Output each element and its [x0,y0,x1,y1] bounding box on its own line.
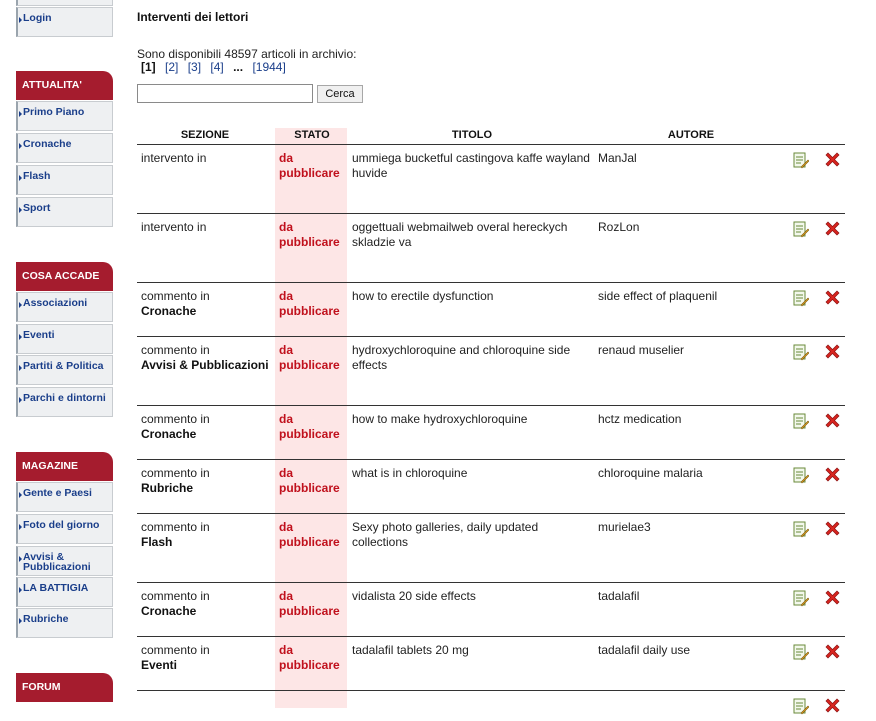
sidebar-item-label: Foto del giorno [23,519,100,531]
sezione-type: commento in [141,289,210,303]
stato-cell [279,151,349,181]
arrow-right-icon [19,492,22,498]
stato-line-1: da [279,343,294,357]
sidebar-item-label: Flash [23,170,51,182]
arrow-right-icon [19,302,22,308]
stato-cell [279,520,349,550]
edit-icon[interactable] [792,152,809,169]
sezione-cell [141,520,275,550]
edit-icon[interactable] [792,344,809,361]
titolo-cell[interactable]: tadalafil tablets 20 mg [352,643,469,657]
stato-line-2: pubblicare [279,535,340,549]
sidebar-item-label: Avvisi & Pubblicazioni [23,551,91,573]
delete-icon[interactable] [824,412,841,429]
titolo-cell[interactable]: ummiega bucketful castingova kaffe wayland huvide [352,151,590,180]
sidebar-item-flash[interactable] [16,165,113,195]
titolo-cell[interactable]: how to make hydroxychloroquine [352,412,528,426]
delete-icon[interactable] [824,220,841,237]
arrow-right-icon [19,587,22,593]
delete-icon[interactable] [824,466,841,483]
header-titolo: TITOLO [451,129,493,141]
autore-cell: side effect of plaquenil [598,289,718,303]
stato-cell [279,643,349,673]
stato-cell [279,289,349,319]
stato-line-1: da [279,589,294,603]
table-row [137,583,845,637]
search-button[interactable]: Cerca [317,85,363,103]
stato-line-1: da [279,466,294,480]
delete-icon[interactable] [824,589,841,606]
sidebar-item-avvisi-pubblicazioni[interactable] [16,546,113,576]
stato-line-2: pubblicare [279,235,340,249]
table-row [137,460,845,514]
delete-icon[interactable] [824,343,841,360]
stato-cell [279,589,349,619]
sidebar-item-associazioni[interactable] [16,292,113,322]
stato-line-2: pubblicare [279,304,340,318]
titolo-cell[interactable]: Sexy photo galleries, daily updated collections [352,520,539,549]
sidebar-item-login[interactable] [16,7,113,37]
sidebar-item-rubriche[interactable] [16,608,113,638]
sidebar-item-label: LA BATTIGIA [23,582,89,594]
delete-icon[interactable] [824,151,841,168]
sidebar-section-magazine: MAGAZINE [16,452,113,481]
delete-icon[interactable] [824,520,841,537]
sezione-cell [141,697,275,712]
sezione-type: commento in [141,643,210,657]
edit-icon[interactable] [792,290,809,307]
sidebar-item-la-battigia[interactable] [16,577,113,607]
archive-count: Sono disponibili 48597 articoli in archivio: [137,47,357,61]
table-row [137,145,845,214]
sidebar-item-primo-piano[interactable] [16,101,113,131]
sezione-type: intervento in [141,220,207,234]
stato-cell [279,697,349,712]
sidebar-item-gente-paesi[interactable] [16,482,113,512]
sidebar-item-top-partial[interactable] [16,0,113,6]
stato-line-2: pubblicare [279,358,340,372]
stato-cell [279,466,349,496]
table-row [137,514,845,583]
stato-cell [279,220,349,250]
sezione-cell [141,220,275,235]
header-stato: STATO [294,129,330,141]
stato-line-1: da [279,151,294,165]
edit-icon[interactable] [792,413,809,430]
sidebar-item-label: Rubriche [23,613,69,625]
sidebar-item-label: Login [23,12,52,24]
edit-icon[interactable] [792,467,809,484]
autore-cell: ManJal [598,151,637,165]
stato-line-1: da [279,412,294,426]
sezione-name[interactable]: Cronache [141,604,197,618]
edit-icon[interactable] [792,590,809,607]
sidebar-item-cronache[interactable] [16,133,113,163]
sidebar-item-sport[interactable] [16,197,113,227]
arrow-right-icon [19,524,22,530]
autore-cell: chloroquine malaria [598,466,703,480]
sezione-type: commento in [141,412,210,426]
page-title: Interventi dei lettori [137,10,249,24]
pagination-page-2[interactable]: [2] [165,60,179,74]
edit-icon[interactable] [792,644,809,661]
delete-icon[interactable] [824,643,841,660]
delete-icon[interactable] [824,289,841,306]
autore-cell: hctz medication [598,412,682,426]
sezione-type: commento in [141,520,210,534]
stato-line-2: pubblicare [279,166,340,180]
arrow-right-icon [19,143,22,149]
pagination-current: [1] [141,60,156,74]
sezione-cell [141,343,275,373]
arrow-right-icon [19,397,22,403]
arrow-right-icon [19,618,22,624]
sezione-cell [141,466,275,496]
titolo-cell[interactable]: hydroxychloroquine and chloroquine side effects [352,343,571,372]
pagination-page-3[interactable]: [3] [187,60,202,74]
sidebar-item-label: Primo Piano [23,106,85,118]
autore-cell: murielae3 [598,520,651,534]
sidebar-section-attualita: ATTUALITA' [16,71,113,100]
titolo-cell[interactable]: what is in chloroquine [352,466,468,480]
pagination-page-4[interactable]: [4] [210,60,224,74]
sezione-name[interactable]: Avvisi & Pubblicazioni [141,358,269,372]
sezione-type: intervento in [141,151,207,165]
sezione-type: commento in [141,589,210,603]
stato-line-1: da [279,289,294,303]
sezione-name[interactable]: Cronache [141,304,197,318]
sidebar-section-cosa-accade: COSA ACCADE [16,262,113,291]
arrow-right-icon [19,207,22,213]
table-row [137,406,845,460]
sidebar-item-eventi[interactable] [16,324,113,354]
stato-line-1: da [279,520,294,534]
search-input[interactable] [137,84,313,103]
sezione-type: commento in [141,343,210,357]
table-header [137,128,845,145]
sezione-name[interactable]: Rubriche [141,481,194,495]
table-row [137,691,845,721]
sidebar-item-label: Eventi [23,329,55,341]
table-row [137,283,845,337]
arrow-right-icon [19,111,22,117]
stato-line-2: pubblicare [279,481,340,495]
stato-line-2: pubblicare [279,604,340,618]
stato-line-1: da [279,643,294,657]
stato-cell [279,343,349,373]
header-autore: AUTORE [667,129,715,141]
sidebar-item-partiti-politica[interactable] [16,355,113,385]
autore-cell: renaud muselier [598,343,685,357]
titolo-cell[interactable]: how to erectile dysfunction [352,289,494,303]
stato-line-2: pubblicare [279,427,340,441]
autore-cell: tadalafil daily use [598,643,691,657]
sezione-name[interactable]: Cronache [141,427,197,441]
table-row [137,214,845,283]
sezione-cell [141,289,275,319]
table-row [137,337,845,406]
sidebar-item-label: Associazioni [23,297,88,309]
edit-icon[interactable] [792,221,809,238]
arrow-right-icon [19,556,22,562]
sezione-cell [141,412,275,442]
pagination-ellipsis: ... [233,60,244,74]
sidebar-item-label: Sport [23,202,51,214]
sidebar-item-label: Parchi e dintorni [23,392,106,404]
arrow-right-icon [19,17,22,23]
sidebar [0,0,130,700]
sidebar-section-forum: FORUM [16,673,113,702]
sezione-name[interactable]: Flash [141,535,173,549]
sidebar-item-foto-giorno[interactable] [16,514,113,544]
arrow-right-icon [19,175,22,181]
titolo-cell[interactable]: vidalista 20 side effects [352,589,476,603]
header-sezione: SEZIONE [180,129,230,141]
sidebar-item-label: Gente e Paesi [23,487,92,499]
stato-line-1: da [279,220,294,234]
edit-icon[interactable] [792,521,809,538]
sezione-cell [141,643,275,673]
autore-cell: RozLon [598,220,640,234]
pagination [141,60,292,74]
edit-icon[interactable] [792,698,809,715]
titolo-cell[interactable]: oggettuali webmailweb overal hereckych skladzie va [352,220,568,249]
arrow-right-icon [19,365,22,371]
arrow-right-icon [19,334,22,340]
stato-line-2: pubblicare [279,658,340,672]
sidebar-item-label: Partiti & Politica [23,360,104,372]
autore-cell: tadalafil [598,589,640,603]
sezione-cell [141,589,275,619]
pagination-last-page[interactable]: [1944] [252,60,286,74]
table-row [137,637,845,691]
sezione-type: commento in [141,466,210,480]
sidebar-item-label: Cronache [23,138,72,150]
sidebar-item-parchi-dintorni[interactable] [16,387,113,417]
sezione-name[interactable]: Eventi [141,658,178,672]
sezione-cell [141,151,275,166]
stato-cell [279,412,349,442]
